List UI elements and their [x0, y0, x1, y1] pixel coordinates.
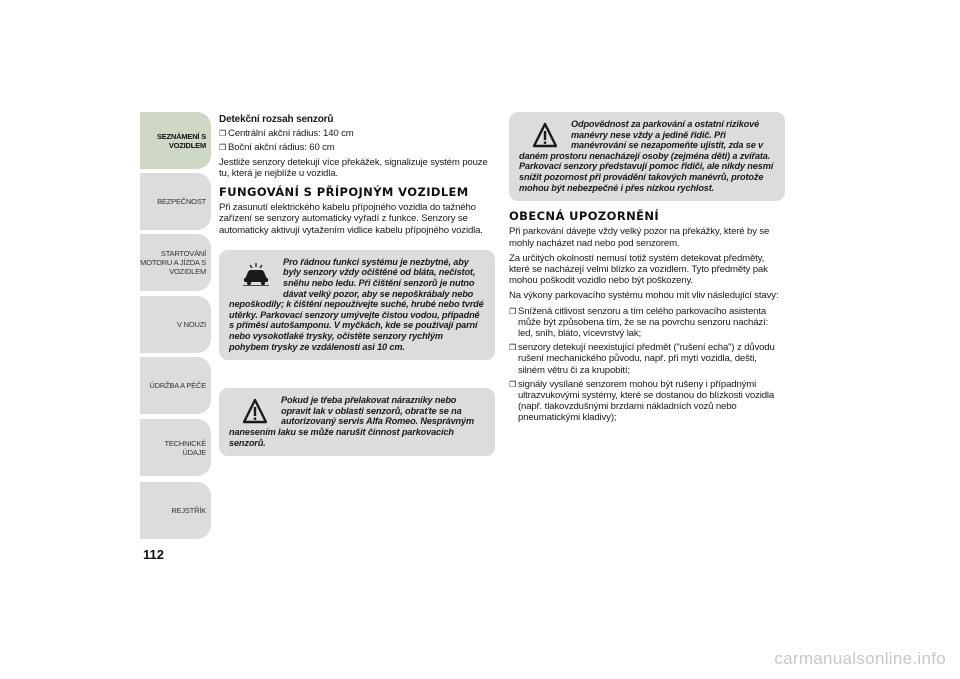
note-text: Pokud je třeba přelakovat nárazníky nebo opravit lak v oblasti senzorů, obraťte se na autorizovaný servis Alfa Romeo. Nesprávným nanesením laku se může narušit činnost parkovacích senzorů.: [229, 395, 475, 448]
tab-udrzba-a-pece[interactable]: ÚDRŽBA A PÉČE: [140, 357, 211, 414]
section-heading: FUNGOVÁNÍ S PŘÍPOJNÝM VOZIDLEM: [219, 185, 469, 200]
list-item: ❐ Boční akční rádius: 60 cm: [219, 142, 495, 153]
left-column: [219, 114, 495, 466]
note-box-responsibility-warning: [509, 112, 785, 201]
tab-technicke-udaje[interactable]: TECHNICKÉ ÚDAJE: [140, 419, 211, 476]
tab-bezpecnost[interactable]: BEZPEČNOST: [140, 173, 211, 230]
list-item: ❐ Snížená citlivost senzoru a tím celého parkovacího asistenta může být způsobena tím, že se na povrchu senzoru nachází: led, sníh, bláto, vícevrstvý lak;: [509, 306, 785, 340]
page-number: 112: [143, 547, 164, 562]
warning-triangle-icon: [533, 122, 557, 148]
note-text: Odpovědnost za parkování a ostatní rizikové manévry nese vždy a jedině řidič. Při manévrování se nezapomeňte ujistit, zda se v daném prostoru nenacházejí osoby (zejména děti) a zvířata. Parkovací senzory představují pomoc řidiči, ale nikdy nesmí snížit pozornost při provádění takových manévrů, protože mohou být nebezpečné i přes nízkou rychlost.: [519, 119, 774, 193]
body-paragraph: Na výkony parkovacího systému mohou mít vliv následující stavy:: [509, 290, 779, 302]
body-paragraph: Při parkování dávejte vždy velký pozor na překážky, které by se mohly nacházet nad nebo pod senzorem.: [509, 226, 770, 249]
body-paragraph: Při zasunutí elektrického kabelu přípojného vozidla do tažného zařízení se senzory automaticky vyřadí z funkce. Senzory se automaticky aktivují vytažením vidlice kabelu přípojného vozidla.: [219, 202, 483, 236]
list-item: ❐ senzory detekují neexistující předmět ("rušení echa") z důvodu rušení mechanického původu, např. při mytí vozidla, dešti, silném větru či za krupobití;: [509, 342, 785, 376]
car-wash-icon: [241, 261, 271, 287]
section-subheading: Detekční rozsah senzorů: [219, 114, 334, 125]
note-text: Pro řádnou funkci systému je nezbytné, aby byly senzory vždy očištěné od bláta, nečistot, sněhu nebo ledu. Při čištění senzorů je nutno dávat velký pozor, aby se nepoškrábaly nebo nepoškodily; k čištění nepoužívejte suché, hrubé nebo tvrdé utěrky. Parkovací senzory umývejte čistou vodou, případně s příměsí autošamponu. V myčkách, kde se používají parní nebo vysokotlaké trysky, očistěte senzory rychlým pohybem trysky ze vzdálenosti asi 10 cm.: [229, 256, 484, 352]
tab-seznameni-s-vozidlem[interactable]: SEZNÁMENÍ S VOZIDLEM: [140, 112, 211, 169]
body-paragraph: Za určitých okolností nemusí totiž systém detekovat předměty, které se nacházejí velmi blízko za vozidlem. Tyto předměty pak mohou poškodit vozidlo nebo být poškozeny.: [509, 252, 768, 287]
note-box-paint-warning: [219, 388, 495, 456]
body-paragraph: Jestliže senzory detekují více překážek, signalizuje systém pouze tu, která je nejblíže u vozidla.: [219, 156, 488, 179]
watermark: carmanualsonline.info: [774, 649, 946, 668]
list-item: ❐ signály vysílané senzorem mohou být rušeny i případnými ultrazvukovými systémy, které se dostanou do blízkosti vozidla (např. tlakovzdušnými brzdami nákladních vozů nebo pneumatickými kladivy);: [509, 379, 785, 424]
tab-startovani[interactable]: STARTOVÁNÍ MOTORU A JÍZDA S VOZIDLEM: [140, 234, 211, 291]
section-heading: OBECNÁ UPOZORNĚNÍ: [509, 209, 660, 224]
right-column: [509, 112, 785, 427]
warning-triangle-icon: [243, 398, 267, 424]
tab-rejstrik[interactable]: REJSTŘÍK: [140, 482, 211, 539]
chapter-sidebar: [140, 112, 211, 540]
tab-v-nouzi[interactable]: V NOUZI: [140, 296, 211, 353]
note-box-cleaning: [219, 250, 495, 360]
list-item: ❐ Centrální akční rádius: 140 cm: [219, 128, 495, 139]
